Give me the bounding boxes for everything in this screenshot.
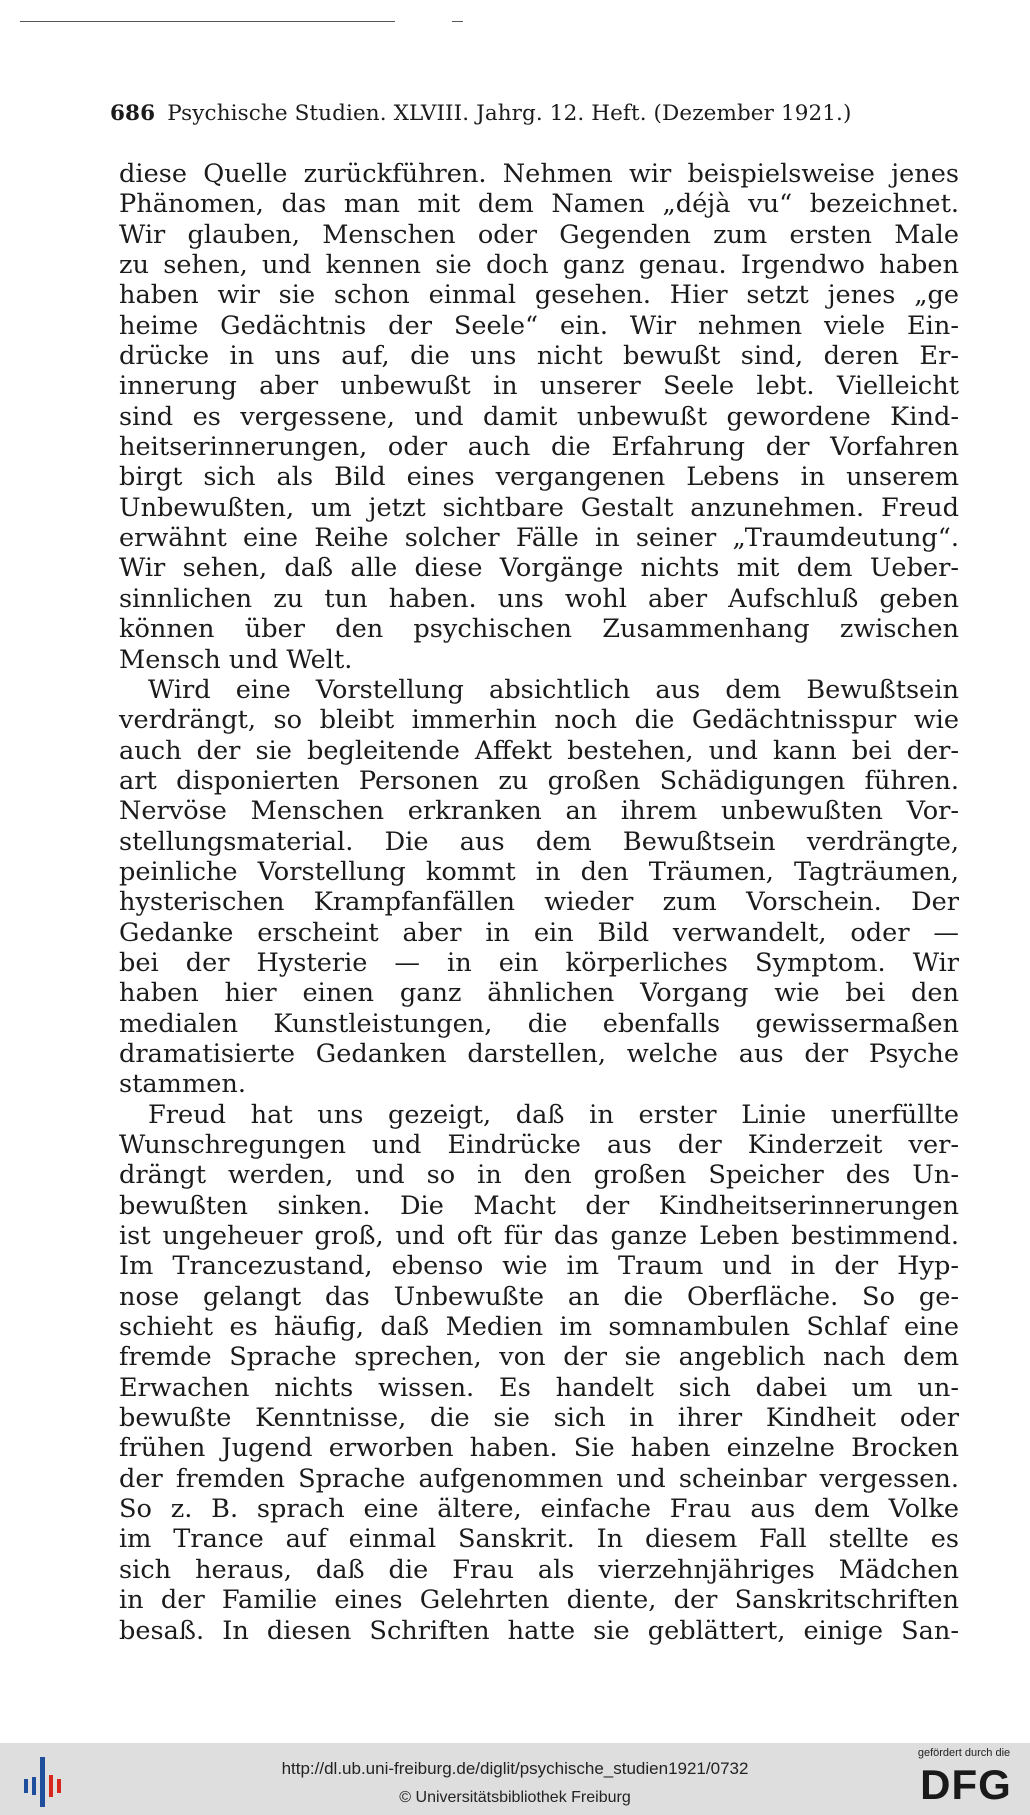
text-line: heime Gedächtnis der Seele“ ein. Wir nehmen viele Ein- [119,310,959,341]
text-line: art disponierten Personen zu großen Schädigungen führen. [119,765,959,796]
text-line: heitserinnerungen, oder auch die Erfahrung der Vorfahren [119,432,959,463]
dfg-caption: gefördert durch die [917,1747,1011,1759]
text-line: drücke in uns auf, die uns nicht bewußt sind, deren Er- [119,341,959,372]
text-line: Mensch und Welt. [119,644,353,675]
text-line: hysterischen Krampfanfällen wieder zum Vorschein. Der [119,887,959,918]
text-line: stellungsmaterial. Die aus dem Bewußtsein verdrängte, [119,826,959,857]
text-line: dramatisierte Gedanken darstellen, welche aus der Psyche [119,1038,959,1069]
scan-edge-rule-short [452,21,463,22]
text-line: Wir glauben, Menschen oder Gegenden zum ersten Male [119,219,959,250]
text-line: können über den psychischen Zusammenhang zwischen [119,614,959,645]
text-line: Wunschregungen und Eindrücke aus der Kinderzeit ver- [119,1130,959,1160]
text-line: Unbewußten, um jetzt sichtbare Gestalt anzunehmen. Freud [119,492,959,523]
text-line: Wird eine Vorstellung absichtlich aus dem Bewußtsein [148,674,959,705]
text-line: sinnlichen zu tun haben. uns wohl aber Aufschluß geben [119,583,959,614]
text-line: Im Trancezustand, ebenso wie im Traum und in der Hyp- [119,1251,959,1282]
text-line: Freud hat uns gezeigt, daß in erster Linie unerfüllte [148,1099,959,1130]
text-line: Erwachen nichts wissen. Es handelt sich dabei um un- [119,1372,959,1403]
body-text [119,159,959,1646]
text-line: So z. B. sprach eine ältere, einfache Frau aus dem Volke [119,1494,959,1525]
text-line: drängt werden, und so in den großen Speicher des Un- [119,1160,959,1191]
text-line: in der Familie eines Gelehrten diente, der Sanskritschriften [119,1585,959,1616]
text-line: sind es vergessene, und damit unbewußt gewordene Kind- [119,401,959,432]
text-line: innerung aber unbewußt in unserer Seele lebt. Vielleicht [119,371,959,402]
text-line: sich heraus, daß die Frau als vierzehnjähriges Mädchen [119,1554,959,1585]
journal-title: Psychische Studien. XLVIII. Jahrg. 12. Heft. (Dezember 1921.) [167,101,852,126]
text-line: fremde Sprache sprechen, von der sie angeblich nach dem [119,1342,959,1373]
text-line: bewußten sinken. Die Macht der Kindheitserinnerungen [119,1190,959,1221]
text-line: peinliche Vorstellung kommt in den Träumen, Tagträumen, [119,856,959,887]
text-line: schieht es häufig, daß Medien im somnambulen Schlaf eine [119,1312,959,1343]
text-line: haben hier einen ganz ähnlichen Vorgang wie bei den [119,978,959,1009]
text-line: verdrängt, so bleibt immerhin noch die Gedächtnisspur wie [119,705,959,736]
text-line: bewußte Kenntnisse, die sie sich in ihrer Kindheit oder [119,1403,959,1434]
text-line: haben wir sie schon einmal gesehen. Hier setzt jenes „ge [119,280,959,311]
text-line: Wir sehen, daß alle diese Vorgänge nichts mit dem Ueber- [119,553,959,584]
running-header [110,101,900,126]
text-line: auch der sie begleitende Affekt bestehen, und kann bei der- [119,735,959,766]
text-line: ist ungeheuer groß, und oft für das ganze Leben bestimmend. [119,1221,959,1252]
text-line: zu sehen, und kennen sie doch ganz genau. Irgendwo haben [119,250,959,281]
footer-bar [0,1743,1030,1815]
text-line: im Trance auf einmal Sanskrit. In diesem Fall stellte es [119,1524,959,1555]
text-line: birgt sich als Bild eines vergangenen Lebens in unserem [119,462,959,493]
text-line: bei der Hysterie — in ein körperliches Symptom. Wir [119,947,959,978]
copyright-notice: © Universitätsbibliothek Freiburg [399,1789,631,1806]
dfg-logo: DFG [920,1761,1012,1808]
text-line: der fremden Sprache aufgenommen und scheinbar vergessen. [119,1463,959,1494]
text-line: Phänomen, das man mit dem Namen „déjà vu“ bezeichnet. [119,189,959,220]
text-line: Nervöse Menschen erkranken an ihrem unbewußten Vor- [119,796,959,827]
text-line: stammen. [119,1069,246,1100]
permalink-url[interactable]: http://dl.ub.uni-freiburg.de/diglit/psychische_studien1921/0732 [281,1759,749,1778]
text-line: erwähnt eine Reihe solcher Fälle in seiner „Traumdeutung“. [119,523,959,554]
page-number: 686 [110,101,156,126]
text-line: medialen Kunstleistungen, die ebenfalls gewissermaßen [119,1008,959,1039]
text-line: Gedanke erscheint aber in ein Bild verwandelt, oder — [119,917,959,948]
scan-edge-rule [20,21,395,22]
text-line: frühen Jugend erworben haben. Sie haben einzelne Brocken [119,1433,959,1464]
text-line: besaß. In diesen Schriften hatte sie geblättert, einige San- [119,1615,959,1646]
text-line: nose gelangt das Unbewußte an die Oberfläche. So ge- [119,1281,959,1312]
text-line: diese Quelle zurückführen. Nehmen wir beispielsweise jenes [119,159,959,189]
